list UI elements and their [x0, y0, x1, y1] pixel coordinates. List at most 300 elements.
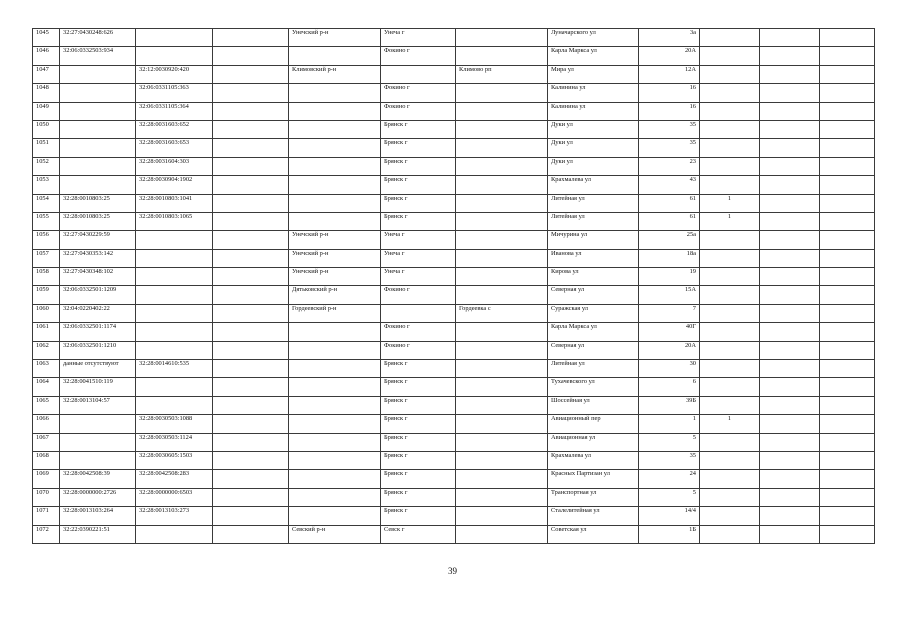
empty-cell — [760, 433, 820, 451]
cadastral-number-2-cell: 32:28:0013103:273 — [136, 507, 213, 525]
settlement-cell — [456, 194, 548, 212]
table-row — [33, 194, 875, 212]
district-cell — [289, 360, 381, 378]
district-cell — [289, 84, 381, 102]
cadastral-number-2-cell — [136, 29, 213, 47]
count-cell — [700, 323, 760, 341]
city-cell: Фокино г — [381, 102, 456, 120]
row-number-cell: 1059 — [33, 286, 60, 304]
empty-cell — [820, 268, 875, 286]
cadastral-number-2-cell: 32:28:0000000:6503 — [136, 488, 213, 506]
cadastral-number-cell: 32:06:0332501:1210 — [60, 341, 136, 359]
empty-cell — [820, 47, 875, 65]
count-cell — [700, 157, 760, 175]
house-number-cell: 6 — [639, 378, 700, 396]
cadastral-number-2-cell — [136, 525, 213, 543]
count-cell — [700, 396, 760, 414]
row-number-cell: 1046 — [33, 47, 60, 65]
cadastral-number-2-cell — [136, 341, 213, 359]
table-row — [33, 176, 875, 194]
empty-cell — [820, 249, 875, 267]
cadastral-number-cell: 32:06:0332503:934 — [60, 47, 136, 65]
cadastral-number-2-cell: 32:06:0331105:363 — [136, 84, 213, 102]
table-row — [33, 84, 875, 102]
house-number-cell: 40Г — [639, 323, 700, 341]
cadastral-number-cell — [60, 65, 136, 83]
row-number-cell: 1066 — [33, 415, 60, 433]
table-row — [33, 415, 875, 433]
settlement-cell — [456, 360, 548, 378]
empty-cell — [760, 341, 820, 359]
empty-cell — [213, 194, 289, 212]
table-row — [33, 470, 875, 488]
empty-cell — [760, 194, 820, 212]
empty-cell — [760, 120, 820, 138]
street-cell: Крахмалева ул — [548, 451, 639, 469]
street-cell: Транспортная ул — [548, 488, 639, 506]
cadastral-number-2-cell: 32:12:0030920:420 — [136, 65, 213, 83]
empty-cell — [213, 470, 289, 488]
table-row — [33, 65, 875, 83]
district-cell — [289, 433, 381, 451]
cadastral-number-2-cell — [136, 286, 213, 304]
street-cell: Литейная ул — [548, 212, 639, 230]
empty-cell — [820, 433, 875, 451]
row-number-cell: 1056 — [33, 231, 60, 249]
empty-cell — [213, 176, 289, 194]
cadastral-number-cell — [60, 157, 136, 175]
street-cell: Карла Маркса ул — [548, 47, 639, 65]
empty-cell — [760, 157, 820, 175]
empty-cell — [213, 157, 289, 175]
count-cell — [700, 286, 760, 304]
settlement-cell — [456, 323, 548, 341]
house-number-cell: 61 — [639, 212, 700, 230]
cadastral-number-cell — [60, 139, 136, 157]
empty-cell — [820, 29, 875, 47]
empty-cell — [820, 470, 875, 488]
house-number-cell: 35 — [639, 451, 700, 469]
count-cell — [700, 84, 760, 102]
district-cell — [289, 323, 381, 341]
empty-cell — [820, 231, 875, 249]
cadastral-number-cell: 32:28:0013103:264 — [60, 507, 136, 525]
registry-table — [32, 28, 875, 544]
city-cell: Брянск г — [381, 488, 456, 506]
street-cell: Советская ул — [548, 525, 639, 543]
count-cell — [700, 507, 760, 525]
house-number-cell: 3а — [639, 29, 700, 47]
cadastral-number-cell — [60, 84, 136, 102]
row-number-cell: 1064 — [33, 378, 60, 396]
cadastral-number-2-cell: 32:28:0030904:1902 — [136, 176, 213, 194]
cadastral-number-2-cell — [136, 323, 213, 341]
empty-cell — [760, 396, 820, 414]
city-cell: Фокино г — [381, 323, 456, 341]
empty-cell — [213, 139, 289, 157]
house-number-cell: 1Б — [639, 525, 700, 543]
city-cell: Фокино г — [381, 341, 456, 359]
table-row — [33, 451, 875, 469]
cadastral-number-2-cell: 32:28:0010803:1041 — [136, 194, 213, 212]
count-cell: 1 — [700, 415, 760, 433]
cadastral-number-cell: 32:27:0430348:102 — [60, 268, 136, 286]
street-cell: Шоссейная ул — [548, 396, 639, 414]
row-number-cell: 1057 — [33, 249, 60, 267]
cadastral-number-cell: 32:06:0332501:1209 — [60, 286, 136, 304]
settlement-cell — [456, 433, 548, 451]
row-number-cell: 1067 — [33, 433, 60, 451]
empty-cell — [760, 415, 820, 433]
empty-cell — [820, 341, 875, 359]
cadastral-number-cell — [60, 433, 136, 451]
city-cell: Брянск г — [381, 157, 456, 175]
empty-cell — [820, 212, 875, 230]
empty-cell — [820, 507, 875, 525]
city-cell: Брянск г — [381, 470, 456, 488]
cadastral-number-cell: 32:28:0042508:39 — [60, 470, 136, 488]
table-row — [33, 525, 875, 543]
table-row — [33, 341, 875, 359]
empty-cell — [213, 102, 289, 120]
empty-cell — [213, 360, 289, 378]
house-number-cell: 43 — [639, 176, 700, 194]
settlement-cell — [456, 212, 548, 230]
city-cell: Брянск г — [381, 378, 456, 396]
row-number-cell: 1062 — [33, 341, 60, 359]
cadastral-number-2-cell — [136, 268, 213, 286]
cadastral-number-cell: 32:06:0332501:1174 — [60, 323, 136, 341]
empty-cell — [760, 378, 820, 396]
count-cell — [700, 360, 760, 378]
settlement-cell — [456, 396, 548, 414]
district-cell: Севский р-н — [289, 525, 381, 543]
empty-cell — [760, 231, 820, 249]
empty-cell — [820, 286, 875, 304]
row-number-cell: 1063 — [33, 360, 60, 378]
cadastral-number-cell: 32:28:0013104:57 — [60, 396, 136, 414]
settlement-cell — [456, 47, 548, 65]
count-cell — [700, 231, 760, 249]
cadastral-number-cell: 32:28:0010803:25 — [60, 212, 136, 230]
table-row — [33, 304, 875, 322]
table-row — [33, 102, 875, 120]
table-row — [33, 378, 875, 396]
empty-cell — [213, 212, 289, 230]
empty-cell — [213, 120, 289, 138]
empty-cell — [213, 525, 289, 543]
house-number-cell: 18а — [639, 249, 700, 267]
cadastral-number-2-cell: 32:28:0030503:1124 — [136, 433, 213, 451]
house-number-cell: 30 — [639, 360, 700, 378]
table-row — [33, 120, 875, 138]
row-number-cell: 1068 — [33, 451, 60, 469]
table-row — [33, 139, 875, 157]
cadastral-number-cell — [60, 451, 136, 469]
count-cell — [700, 268, 760, 286]
empty-cell — [760, 323, 820, 341]
empty-cell — [820, 378, 875, 396]
city-cell: Брянск г — [381, 433, 456, 451]
row-number-cell: 1070 — [33, 488, 60, 506]
house-number-cell: 35 — [639, 139, 700, 157]
row-number-cell: 1061 — [33, 323, 60, 341]
table-row — [33, 212, 875, 230]
table-row — [33, 323, 875, 341]
district-cell — [289, 378, 381, 396]
empty-cell — [760, 249, 820, 267]
count-cell — [700, 378, 760, 396]
count-cell — [700, 102, 760, 120]
house-number-cell: 5 — [639, 488, 700, 506]
settlement-cell — [456, 525, 548, 543]
district-cell — [289, 396, 381, 414]
house-number-cell: 20А — [639, 341, 700, 359]
table-row — [33, 396, 875, 414]
cadastral-number-cell: 32:27:0430353:142 — [60, 249, 136, 267]
cadastral-number-cell — [60, 176, 136, 194]
city-cell — [381, 304, 456, 322]
cadastral-number-cell: 32:28:0000000:2726 — [60, 488, 136, 506]
empty-cell — [760, 451, 820, 469]
settlement-cell — [456, 176, 548, 194]
district-cell: Унечский р-н — [289, 249, 381, 267]
settlement-cell — [456, 451, 548, 469]
city-cell: Фокино г — [381, 286, 456, 304]
empty-cell — [820, 194, 875, 212]
cadastral-number-2-cell: 32:06:0331105:364 — [136, 102, 213, 120]
district-cell — [289, 451, 381, 469]
house-number-cell: 5 — [639, 433, 700, 451]
empty-cell — [213, 65, 289, 83]
table-row — [33, 286, 875, 304]
empty-cell — [820, 176, 875, 194]
settlement-cell — [456, 139, 548, 157]
count-cell — [700, 525, 760, 543]
empty-cell — [820, 102, 875, 120]
count-cell — [700, 47, 760, 65]
settlement-cell — [456, 120, 548, 138]
count-cell — [700, 451, 760, 469]
district-cell — [289, 212, 381, 230]
page-number: 39 — [448, 566, 457, 576]
house-number-cell: 25а — [639, 231, 700, 249]
district-cell — [289, 470, 381, 488]
empty-cell — [760, 470, 820, 488]
district-cell: Климовский р-н — [289, 65, 381, 83]
cadastral-number-2-cell: 32:28:0030605:1503 — [136, 451, 213, 469]
city-cell: Брянск г — [381, 194, 456, 212]
empty-cell — [213, 286, 289, 304]
street-cell: Мира ул — [548, 65, 639, 83]
row-number-cell: 1047 — [33, 65, 60, 83]
row-number-cell: 1052 — [33, 157, 60, 175]
street-cell: Дуки ул — [548, 157, 639, 175]
street-cell: Калинина ул — [548, 102, 639, 120]
table-row — [33, 47, 875, 65]
cadastral-number-2-cell: 32:28:0030503:1088 — [136, 415, 213, 433]
empty-cell — [820, 157, 875, 175]
cadastral-number-cell: 32:27:0430229:59 — [60, 231, 136, 249]
table-row — [33, 507, 875, 525]
empty-cell — [820, 139, 875, 157]
district-cell — [289, 47, 381, 65]
row-number-cell: 1048 — [33, 84, 60, 102]
table-row — [33, 249, 875, 267]
street-cell: Литейная ул — [548, 360, 639, 378]
city-cell: Брянск г — [381, 212, 456, 230]
house-number-cell: 61 — [639, 194, 700, 212]
row-number-cell: 1071 — [33, 507, 60, 525]
empty-cell — [820, 360, 875, 378]
house-number-cell: 7 — [639, 304, 700, 322]
cadastral-number-cell: 32:27:0430248:626 — [60, 29, 136, 47]
cadastral-number-cell: 32:28:0010803:25 — [60, 194, 136, 212]
row-number-cell: 1055 — [33, 212, 60, 230]
city-cell: Унеча г — [381, 29, 456, 47]
count-cell — [700, 433, 760, 451]
district-cell — [289, 102, 381, 120]
table-row — [33, 29, 875, 47]
house-number-cell: 19 — [639, 268, 700, 286]
city-cell: Брянск г — [381, 507, 456, 525]
count-cell: 1 — [700, 194, 760, 212]
cadastral-number-cell: 32:22:0390221:51 — [60, 525, 136, 543]
empty-cell — [760, 286, 820, 304]
count-cell — [700, 304, 760, 322]
city-cell: Брянск г — [381, 120, 456, 138]
district-cell — [289, 139, 381, 157]
house-number-cell: 23 — [639, 157, 700, 175]
cadastral-number-cell: 32:28:0041510:119 — [60, 378, 136, 396]
empty-cell — [820, 304, 875, 322]
row-number-cell: 1069 — [33, 470, 60, 488]
district-cell — [289, 507, 381, 525]
settlement-cell — [456, 378, 548, 396]
count-cell: 1 — [700, 212, 760, 230]
settlement-cell — [456, 341, 548, 359]
settlement-cell — [456, 84, 548, 102]
table-row — [33, 360, 875, 378]
cadastral-number-2-cell — [136, 231, 213, 249]
empty-cell — [213, 84, 289, 102]
house-number-cell: 1 — [639, 415, 700, 433]
district-cell: Дятьковский р-н — [289, 286, 381, 304]
street-cell: Калинина ул — [548, 84, 639, 102]
street-cell: Дуки ул — [548, 139, 639, 157]
table-row — [33, 157, 875, 175]
cadastral-number-cell — [60, 102, 136, 120]
count-cell — [700, 488, 760, 506]
settlement-cell — [456, 286, 548, 304]
cadastral-number-2-cell: 32:28:0031603:652 — [136, 120, 213, 138]
empty-cell — [213, 341, 289, 359]
city-cell: Брянск г — [381, 451, 456, 469]
house-number-cell: 15А — [639, 286, 700, 304]
street-cell: Суражская ул — [548, 304, 639, 322]
empty-cell — [760, 304, 820, 322]
city-cell: Фокино г — [381, 47, 456, 65]
empty-cell — [820, 84, 875, 102]
district-cell — [289, 488, 381, 506]
count-cell — [700, 470, 760, 488]
count-cell — [700, 176, 760, 194]
empty-cell — [760, 139, 820, 157]
empty-cell — [760, 29, 820, 47]
empty-cell — [760, 360, 820, 378]
city-cell — [381, 65, 456, 83]
empty-cell — [820, 488, 875, 506]
district-cell — [289, 157, 381, 175]
empty-cell — [760, 84, 820, 102]
settlement-cell — [456, 157, 548, 175]
row-number-cell: 1053 — [33, 176, 60, 194]
district-cell: Унечский р-н — [289, 29, 381, 47]
count-cell — [700, 341, 760, 359]
empty-cell — [760, 176, 820, 194]
empty-cell — [213, 507, 289, 525]
cadastral-number-2-cell: 32:28:0042508:283 — [136, 470, 213, 488]
street-cell: Луначарского ул — [548, 29, 639, 47]
count-cell — [700, 249, 760, 267]
city-cell: Унеча г — [381, 231, 456, 249]
street-cell: Карла Маркса ул — [548, 323, 639, 341]
cadastral-number-2-cell: 32:28:0010803:1065 — [136, 212, 213, 230]
district-cell — [289, 415, 381, 433]
cadastral-number-2-cell — [136, 396, 213, 414]
settlement-cell — [456, 470, 548, 488]
street-cell: Литейная ул — [548, 194, 639, 212]
cadastral-number-2-cell: 32:28:0031604:303 — [136, 157, 213, 175]
empty-cell — [213, 378, 289, 396]
row-number-cell: 1058 — [33, 268, 60, 286]
street-cell: Тухачевского ул — [548, 378, 639, 396]
empty-cell — [213, 268, 289, 286]
street-cell: Сталелитейная ул — [548, 507, 639, 525]
empty-cell — [213, 433, 289, 451]
city-cell: Унеча г — [381, 249, 456, 267]
house-number-cell: 12А — [639, 65, 700, 83]
settlement-cell — [456, 268, 548, 286]
empty-cell — [820, 323, 875, 341]
empty-cell — [820, 120, 875, 138]
empty-cell — [213, 451, 289, 469]
district-cell — [289, 341, 381, 359]
empty-cell — [213, 323, 289, 341]
row-number-cell: 1051 — [33, 139, 60, 157]
cadastral-number-2-cell — [136, 378, 213, 396]
street-cell: Северная ул — [548, 341, 639, 359]
table-body — [33, 29, 875, 544]
city-cell: Унеча г — [381, 268, 456, 286]
cadastral-number-2-cell: 32:28:0014610:535 — [136, 360, 213, 378]
empty-cell — [820, 396, 875, 414]
count-cell — [700, 139, 760, 157]
settlement-cell: Гордеевка с — [456, 304, 548, 322]
street-cell: Иванова ул — [548, 249, 639, 267]
house-number-cell: 20А — [639, 47, 700, 65]
district-cell: Унечский р-н — [289, 231, 381, 249]
street-cell: Крахмалева ул — [548, 176, 639, 194]
table-row — [33, 268, 875, 286]
street-cell: Мичурина ул — [548, 231, 639, 249]
cadastral-number-2-cell: 32:28:0031603:653 — [136, 139, 213, 157]
row-number-cell: 1045 — [33, 29, 60, 47]
row-number-cell: 1060 — [33, 304, 60, 322]
settlement-cell: Климово рп — [456, 65, 548, 83]
empty-cell — [213, 29, 289, 47]
city-cell: Брянск г — [381, 176, 456, 194]
